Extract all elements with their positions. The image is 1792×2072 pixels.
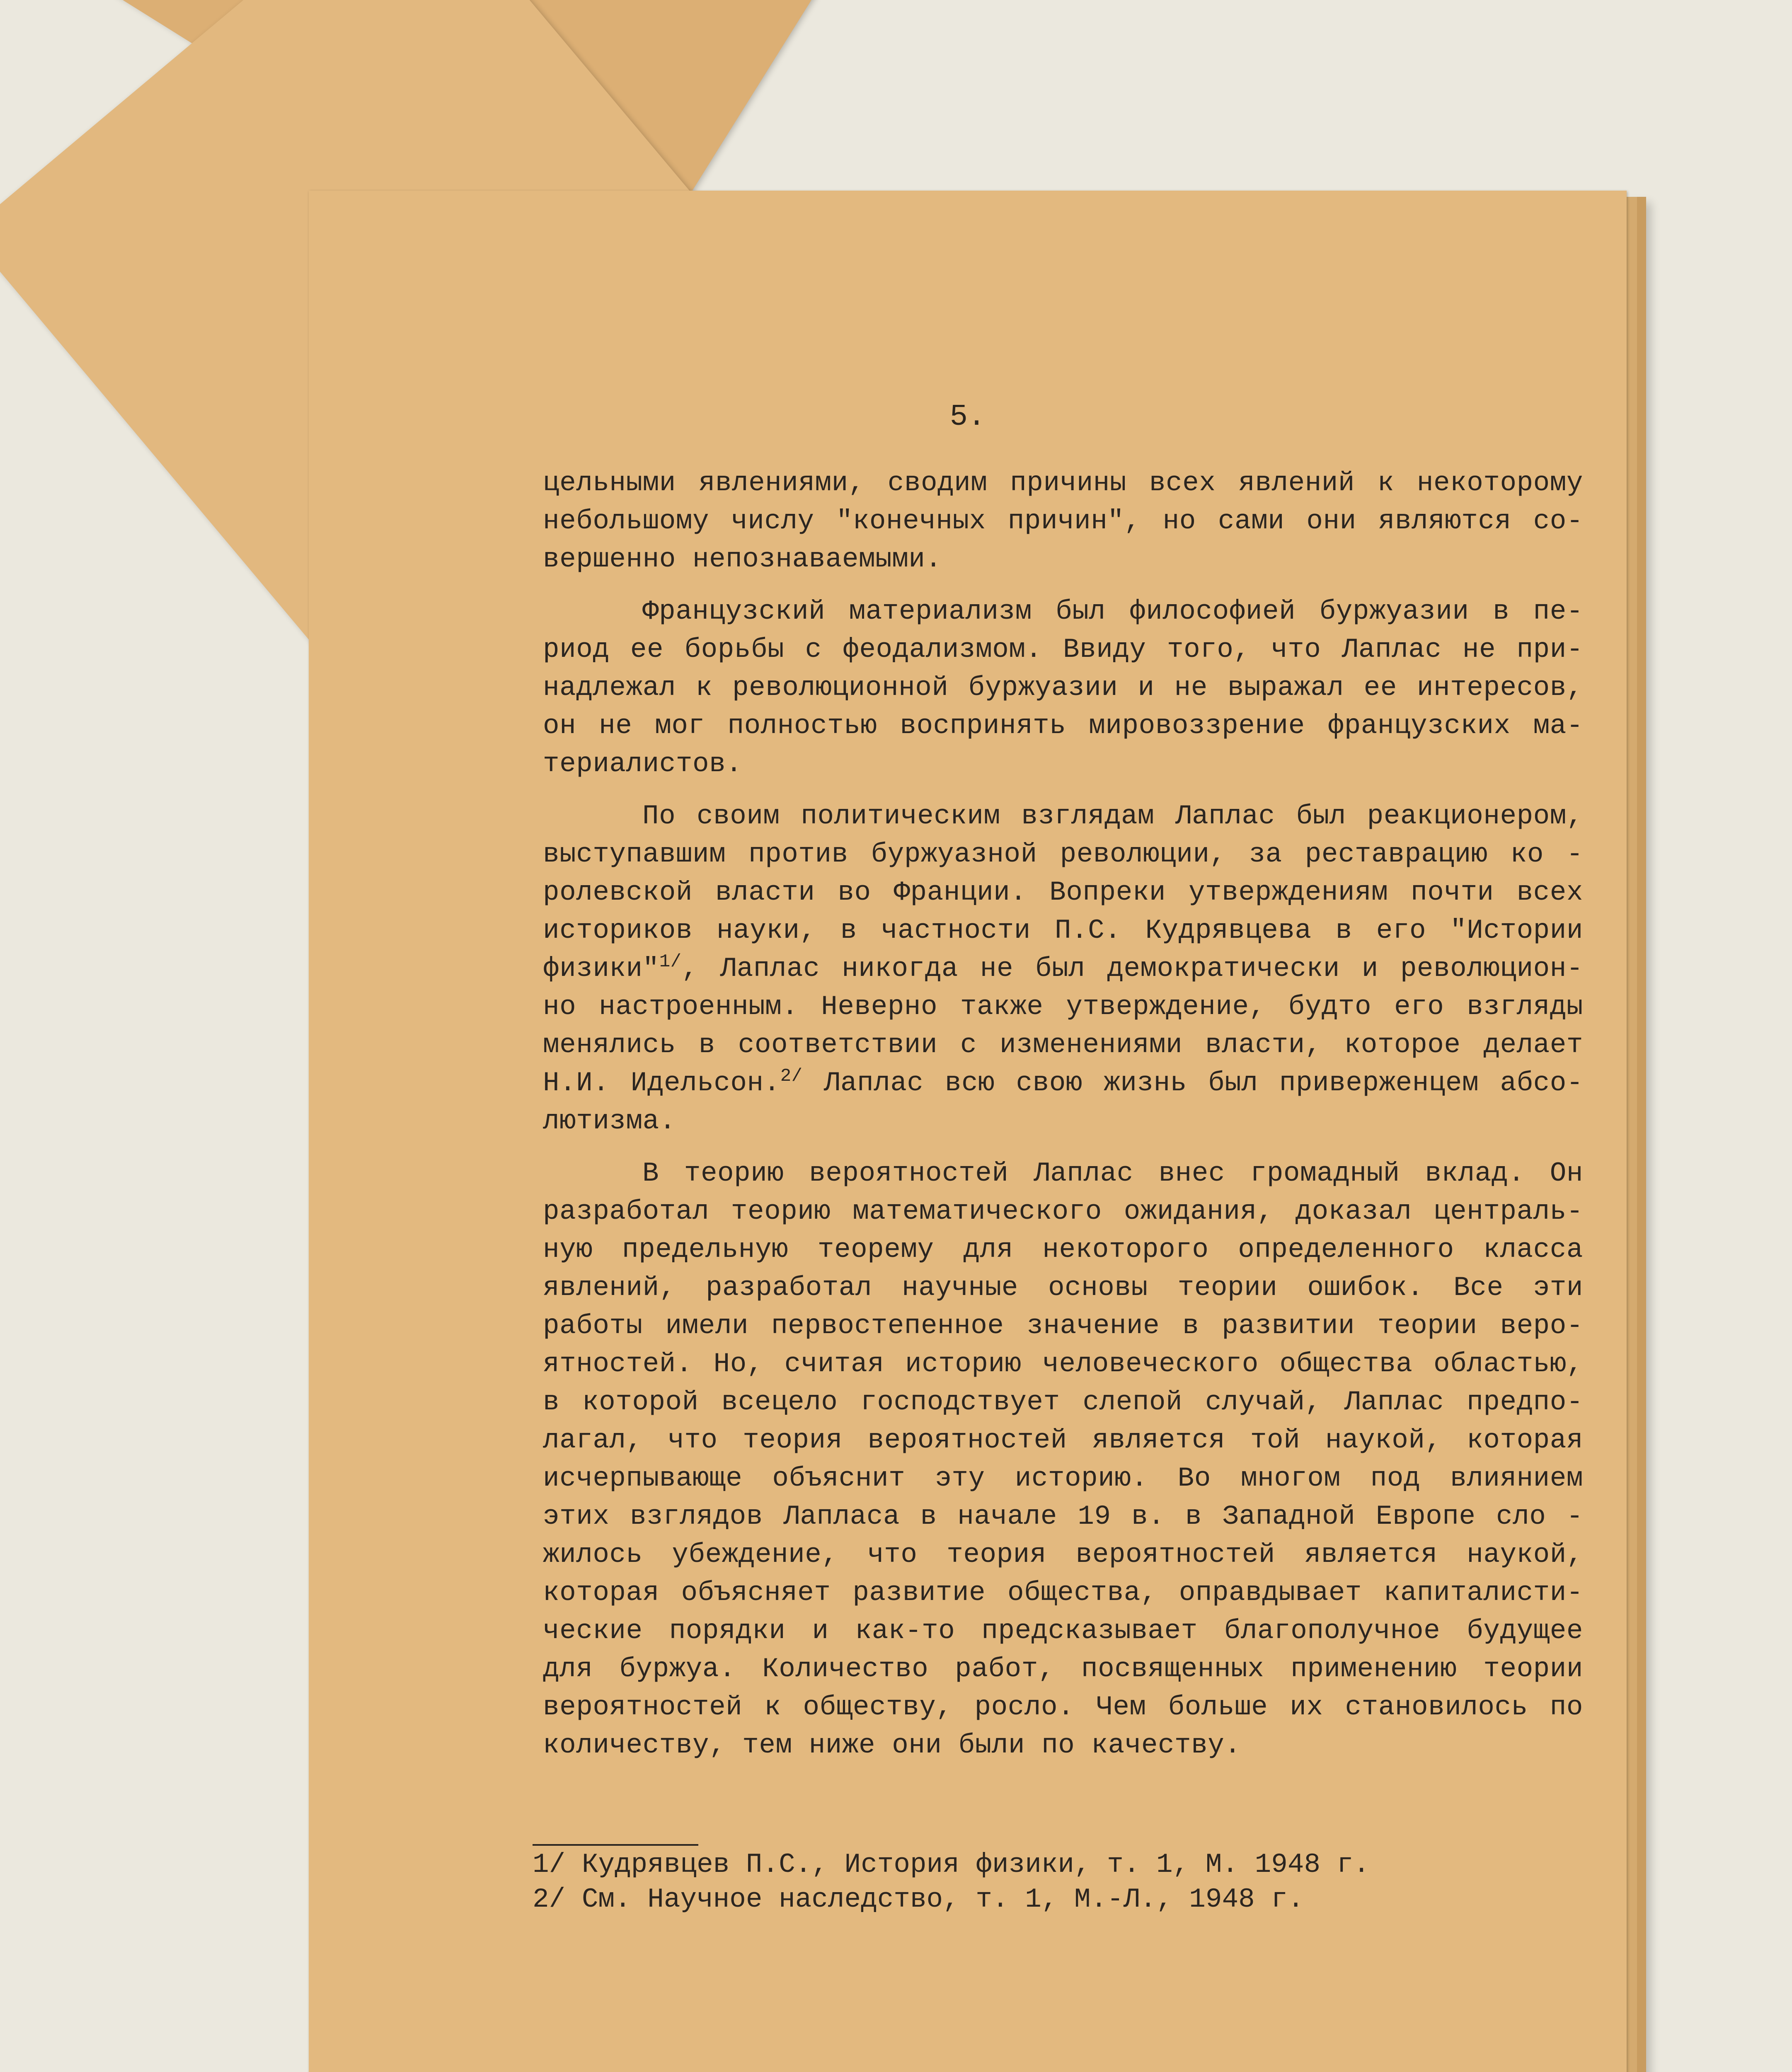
text-line: выступавшим против буржуазной революции, за реставрацию ко - [543,839,1583,870]
text-line: лагал, что теория вероятностей является той наукой, которая [543,1425,1583,1456]
footnote-marker: 2/ [780,1066,803,1087]
text-line: разработал теорию математического ожидания, доказал централь- [543,1196,1583,1227]
body-text [543,464,1583,1765]
text-line: ятностей. Но, считая историю человеческого общества областью, [543,1348,1583,1380]
text-line: риод ее борьбы с феодализмом. Ввиду того, что Лаплас не при- [543,634,1583,665]
footnote-2: 2/ См. Научное наследство, т. 1, М.-Л., 1948 г. [533,1884,1304,1915]
text-line: историков науки, в частности П.С. Кудрявцева в его "Истории [543,915,1583,946]
text-line: цельными явлениями, сводим причины всех явлений к некоторому [543,467,1583,499]
text-line: ную предельную теорему для некоторого определенного класса [543,1234,1583,1265]
footnote-marker: 1/ [659,951,682,972]
text-line: ролевской власти во Франции. Вопреки утверждениям почти всех [543,877,1583,908]
text-line: физики"$^{1/}$, Лаплас никогда не был демократически и революцион- [543,951,1583,984]
text-line: но настроенным. Неверно также утверждение, будто его взгляды [543,991,1583,1022]
text-line: лютизма. [543,1106,676,1137]
text-line: Н.И. Идельсон.$^{2/}$ Лаплас всю свою жизнь был приверженцем абсо- [543,1066,1583,1099]
text-line: которая объясняет развитие общества, оправдывает капиталисти- [543,1577,1583,1608]
text-line: явлений, разработал научные основы теории ошибок. Все эти [543,1272,1583,1303]
footnote-rule [533,1844,698,1846]
text-line: работы имели первостепенное значение в развитии теории веро- [543,1310,1583,1341]
text-line: По своим политическим взглядам Лаплас был реакционером, [642,801,1583,832]
paragraph [543,593,1583,783]
page-number: 5. [949,400,986,434]
text-line: он не мог полностью воспринять мировоззрение французских ма- [543,710,1583,741]
text-line: для буржуа. Количество работ, посвященных применению теории [543,1653,1583,1685]
footnote-1: 1/ Кудрявцев П.С., История физики, т. 1, М. 1948 г. [533,1849,1370,1880]
text-line: Французский материализм был философией буржуазии в пе- [642,596,1583,627]
text-line: этих взглядов Лапласа в начале 19 в. в Западной Европе сло - [543,1501,1583,1532]
paragraph [543,1155,1583,1765]
paragraph-gap [543,783,1583,797]
text-line: количеству, тем ниже они были по качеству. [543,1730,1241,1761]
text-line: в которой всецело господствует слепой случай, Лаплас предпо- [543,1387,1583,1418]
text-line: вероятностей к обществу, росло. Чем больше их становилось по [543,1692,1583,1723]
paragraph-gap [543,579,1583,593]
footnotes [533,1844,1444,1917]
text-line: исчерпывающе объяснит эту историю. Во многом под влиянием [543,1463,1583,1494]
paragraph [543,464,1583,579]
text-line: вершенно непознаваемыми. [543,544,942,575]
text-line: ческие порядки и как-то предсказывает благополучное будущее [543,1615,1583,1646]
text-line: надлежал к революционной буржуазии и не выражал ее интересов, [543,672,1583,703]
text-line: небольшому числу "конечных причин", но сами они являются со- [543,506,1583,537]
text-line: В теорию вероятностей Лаплас внес громадный вклад. Он [642,1158,1583,1189]
paragraph [543,797,1583,1140]
paragraph-gap [543,1140,1583,1155]
text-line: менялись в соответствии с изменениями власти, которое делает [543,1029,1583,1060]
text-line: жилось убеждение, что теория вероятностей является наукой, [543,1539,1583,1570]
text-line: териалистов. [543,748,743,779]
